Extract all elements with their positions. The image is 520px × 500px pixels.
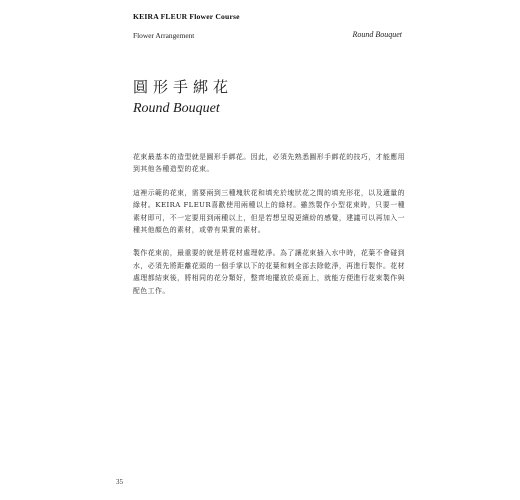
chapter-title-english: Round Bouquet [133, 101, 220, 116]
chapter-title-chinese: 圓形手綁花 [133, 78, 234, 96]
running-head: KEIRA FLEUR Flower Course [133, 12, 240, 21]
paragraph: 製作花束前，最重要的就是將花材處理乾淨。為了讓花束插入水中時，花葉不會碰到水，必須先將距離花頭的一個手掌以下的花葉和刺全部去除乾淨，再進行製作。花材處理都結束後，將相同的花分類好，整齊地擺放於桌面上，就能方便進行花束製作與配色工作。 [133, 249, 405, 295]
paragraph: 這裡示範的花束，需要兩到三種塊狀花和填充於塊狀花之間的填充形花，以及適量的綠材。KEIRA FLEUR喜歡使用兩種以上的綠材。雖然製作小型花束時，只要一種素材即可，不一定要用到兩種以上，但是若想呈現更繽紛的感覺，建議可以再加入一種其他顏色的素材，或帶有果實的素材。 [133, 188, 405, 235]
body-text [133, 151, 405, 308]
section-label-left: Flower Arrangement [133, 31, 195, 40]
page-number: 35 [116, 478, 123, 486]
section-label-right: Round Bouquet [352, 30, 402, 39]
paragraph: 花束最基本的造型就是圓形手綁花。因此，必須先熟悉圓形手綁花的技巧，才能應用到其他各種造型的花束。 [133, 153, 405, 174]
